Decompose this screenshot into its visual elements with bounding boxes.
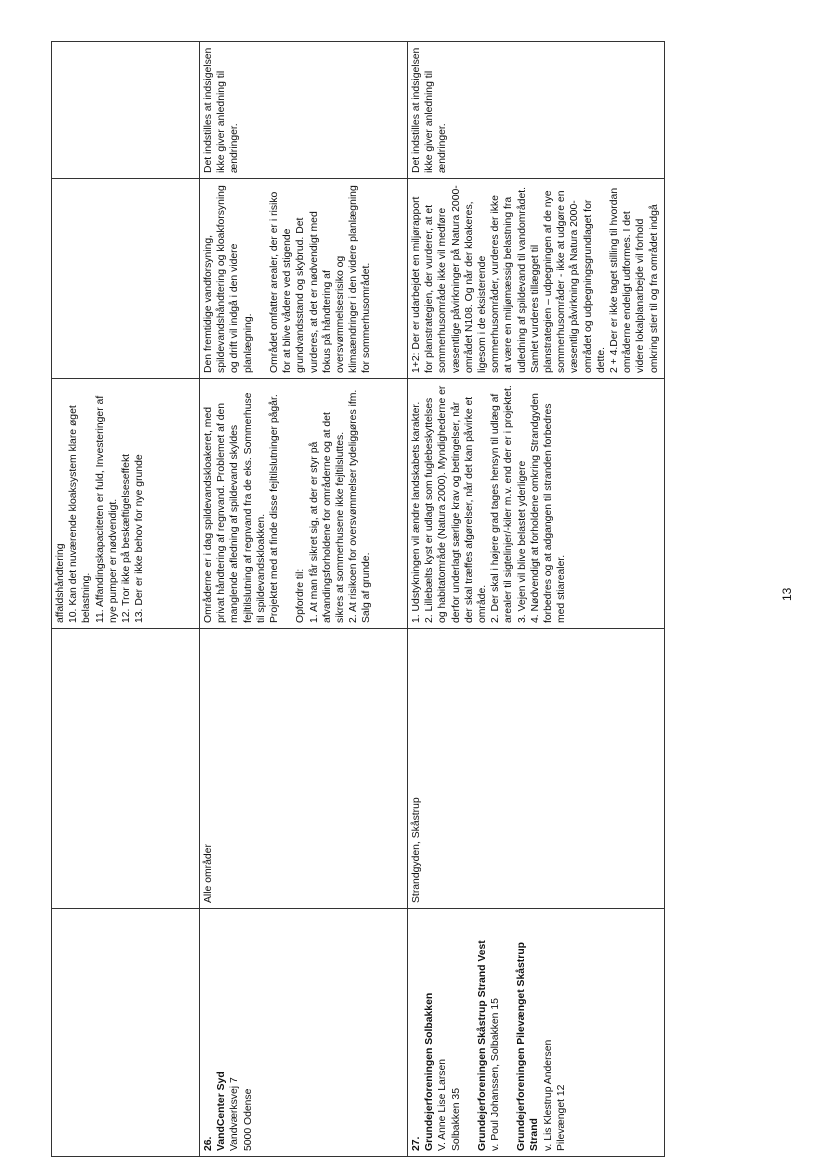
table-row (52, 42, 200, 1157)
recommendation-cell: Det indstilles at indsigelsen ikke giver anledning til ændringer. (408, 42, 665, 179)
submitter-line: VandCenter Syd (216, 1071, 228, 1151)
row-number: 26. (203, 1136, 214, 1151)
objection-table (51, 41, 665, 1157)
page-number: 13 (780, 587, 794, 601)
submitter-line: Solbakken 35 (450, 1088, 462, 1151)
submitter-line: Grundejerforeningen Pilevænget Skåstrup Strand (516, 941, 541, 1151)
assessment-cell: 1+2: Der er udarbejdet en miljørapport for planstrategien, der vurderer, at et sommerhusområde ikke vil medføre væsentlige påvirkninger på Natura 2000-området N108. Og når der kloakeres, ligesom i de eksisterende sommerhusområder, vurderes der ikke at være en miljømæssig belastning fra udledning af spildevand til vandområdet. Samlet vurderes tillægget til planstrategien – udpegningen af de nye sommerhusområder - ikke at udgøre en væsentlig påvirkning på Natura 2000-området og udpegningsgrundlaget for dette. 2 + 4.Der er ikke taget stilling til hvordan områderne endeligt udformes. I det videre lokalplanarbejde vil forhold omkring stier til og fra området indgå (408, 179, 665, 379)
submitter-cell (408, 909, 665, 1157)
submitter-cell (200, 909, 408, 1157)
submitter-line: Pilevænget 12 (555, 1084, 567, 1151)
table-row (408, 42, 665, 1157)
comment-cell: affaldshåndtering 10. Kan det nuværende kloaksystem klare øget belastning. 11. Affandingskapaciteten er fuld, Investeringer af nye pumper er nødvendigt. 12. Tror ikke på beskæftigelseseffekt 13. Der er ikke behov for nye grunde (52, 379, 200, 629)
submitter-line: V. Anne Lise Larsen (437, 1058, 449, 1151)
row-number: 27. (411, 1136, 422, 1151)
submitter-line: Grundejerforeningen Solbakken (424, 992, 436, 1151)
submitter-line: 5000 Odense (242, 1088, 254, 1151)
area-cell: Strandgyden, Skåstrup (408, 629, 665, 909)
recommendation-cell: Det indstilles at indsigelsen ikke giver anledning til ændringer. (200, 42, 408, 179)
submitter-line: v. Lis Klestrup Andersen (542, 1039, 554, 1151)
submitter-line: Grundejerforeningen Skåstrup Strand Vest (476, 940, 488, 1151)
submitter-line: Vandværksvej 7 (229, 1077, 241, 1151)
comment-cell: 1. Udstykningen vil ændre landskabets karakter. 2. Lillebælts kyst er udlagt som fuglebeskyttelses og habitatområde (Natura 2000). Myndighederne er derfor underlagt særlige krav og betingelser, når der skal træffes afgørelser, når det kan påvirke et område. 2. Der skal i højere grad tages hensyn til udlæg af arealer til sigtelinjer/-kiler m.v. end der er i projektet. 3. Vejen vil blive belastet yderligere 4. Nødvendigt at forholdene omkring Strandgyden forbedres og at adgangen til stranden forbedres med stiarealer. (408, 379, 665, 629)
assessment-cell (52, 179, 200, 379)
assessment-cell: Den fremtidige vandforsyning, spildevandshåndtering og kloakforsyning og drift vil indgå i den videre planlægning. Området omfatter arealer, der er i risiko for at blive vådere ved stigende grundvandsstand og skybrud. Det vurderes, at det er nødvendigt med fokus på håndtering af oversvømmelsesrisiko og klimaændringer i den videre planlægning for sommerhusområdet. (200, 179, 408, 379)
comment-cell: Områderne er i dag spildevandskloakeret, med privat håndtering af regnvand. Problemet af den manglende afledning af spildevand skyldes fejltilslutning af regnvand fra de eks. Sommerhuse til spildevandskloakken. Projektet med at finde disse fejltilslutninger pågår. Opfordre til: 1. At man får sikret sig, at der er styr på afvandingsforholdene for områderne og at det sikres at sommerhusene ikke fejltilsluttes. 2. At risikoen for oversvømmelser tydeliggøres ifm. Salg af grunde. (200, 379, 408, 629)
recommendation-cell (52, 42, 200, 179)
area-cell: Alle områder (200, 629, 408, 909)
submitter-line (502, 914, 515, 1151)
submitter-line: v. Poul Johanssen, Solbakken 15 (490, 998, 502, 1151)
submitter-cell (52, 909, 200, 1157)
submitter-line (463, 914, 476, 1151)
area-cell (52, 629, 200, 909)
table-row (200, 42, 408, 1157)
